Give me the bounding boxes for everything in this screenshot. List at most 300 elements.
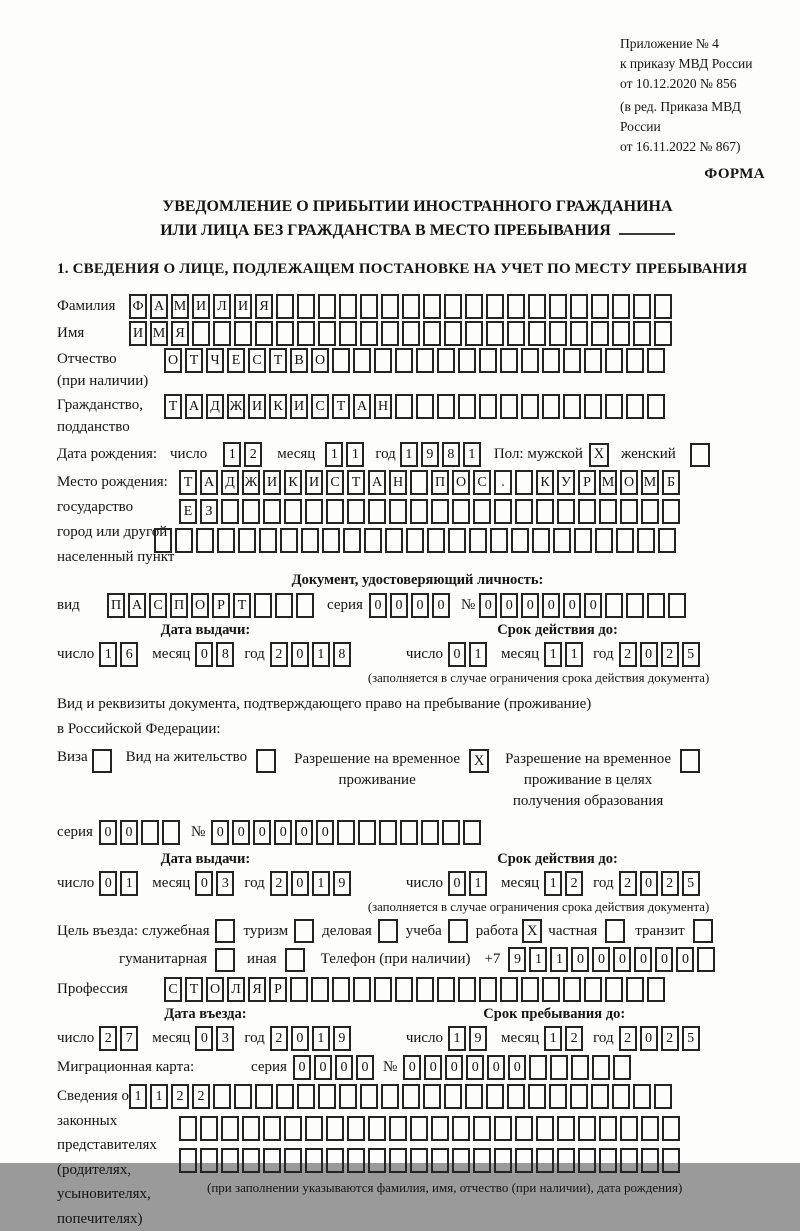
char-cell[interactable]: 0 [500,593,518,618]
char-cell[interactable] [275,593,293,618]
char-cell[interactable] [528,1084,546,1109]
char-cell[interactable] [179,1116,197,1141]
char-cell[interactable]: 3 [216,1026,234,1051]
char-cell[interactable] [326,1148,344,1173]
char-cell[interactable] [507,321,525,346]
char-cell[interactable] [427,528,445,553]
char-cell[interactable] [339,294,357,319]
char-cell[interactable] [437,394,455,419]
char-cell[interactable] [626,977,644,1002]
char-cell[interactable]: 1 [325,442,343,467]
char-cell[interactable]: 0 [295,820,313,845]
checkbox-female[interactable] [690,443,710,467]
char-cell[interactable]: Е [179,499,197,524]
char-cell[interactable] [536,499,554,524]
char-cell[interactable] [213,1084,231,1109]
char-cell[interactable] [234,321,252,346]
char-cell[interactable]: С [311,394,329,419]
char-cell[interactable]: 1 [529,947,547,972]
char-cell[interactable]: 2 [565,1026,583,1051]
char-cell[interactable]: 9 [421,442,439,467]
char-cell[interactable]: М [641,470,659,495]
char-cell[interactable] [389,499,407,524]
char-cell[interactable] [213,321,231,346]
char-cell[interactable] [515,470,533,495]
char-cell[interactable] [458,394,476,419]
char-cell[interactable] [515,499,533,524]
char-cell[interactable]: И [129,321,147,346]
char-cell[interactable] [437,977,455,1002]
char-cell[interactable] [263,1116,281,1141]
char-cell[interactable] [469,528,487,553]
char-cell[interactable] [353,348,371,373]
char-cell[interactable] [633,321,651,346]
char-cell[interactable]: 0 [411,593,429,618]
char-cell[interactable]: И [305,470,323,495]
char-cell[interactable]: 0 [634,947,652,972]
char-cell[interactable] [584,348,602,373]
char-cell[interactable]: П [170,593,188,618]
checkbox-temp-residence[interactable]: X [469,749,489,773]
checkbox-transit[interactable] [693,919,713,943]
char-cell[interactable] [486,1084,504,1109]
char-cell[interactable] [570,294,588,319]
char-cell[interactable] [458,977,476,1002]
char-cell[interactable] [276,294,294,319]
char-cell[interactable] [381,1084,399,1109]
char-cell[interactable]: А [185,394,203,419]
char-cell[interactable]: 9 [333,1026,351,1051]
char-cell[interactable]: 0 [613,947,631,972]
char-cell[interactable]: 0 [448,871,466,896]
char-cell[interactable] [528,294,546,319]
char-cell[interactable] [500,348,518,373]
char-cell[interactable]: 2 [565,871,583,896]
char-cell[interactable] [465,294,483,319]
char-cell[interactable]: 1 [223,442,241,467]
char-cell[interactable] [553,528,571,553]
char-cell[interactable]: С [473,470,491,495]
char-cell[interactable] [465,1084,483,1109]
char-cell[interactable] [515,1116,533,1141]
char-cell[interactable] [536,1148,554,1173]
char-cell[interactable] [200,1148,218,1173]
char-cell[interactable]: М [599,470,617,495]
char-cell[interactable]: Р [578,470,596,495]
char-cell[interactable] [529,1055,547,1080]
char-cell[interactable]: 2 [661,871,679,896]
char-cell[interactable]: 0 [356,1055,374,1080]
char-cell[interactable]: Ж [242,470,260,495]
char-cell[interactable]: 2 [192,1084,210,1109]
char-cell[interactable] [633,1084,651,1109]
char-cell[interactable]: 8 [216,642,234,667]
char-cell[interactable]: 1 [550,947,568,972]
char-cell[interactable]: М [150,321,168,346]
char-cell[interactable] [332,977,350,1002]
char-cell[interactable] [162,820,180,845]
char-cell[interactable] [332,348,350,373]
char-cell[interactable]: А [368,470,386,495]
char-cell[interactable] [641,1148,659,1173]
char-cell[interactable]: 0 [487,1055,505,1080]
char-cell[interactable]: И [263,470,281,495]
char-cell[interactable] [301,528,319,553]
char-cell[interactable] [532,528,550,553]
char-cell[interactable] [571,1055,589,1080]
char-cell[interactable]: 0 [253,820,271,845]
char-cell[interactable] [305,1148,323,1173]
char-cell[interactable]: Т [185,977,203,1002]
char-cell[interactable] [662,1116,680,1141]
char-cell[interactable]: К [284,470,302,495]
char-cell[interactable]: 0 [563,593,581,618]
char-cell[interactable] [633,294,651,319]
char-cell[interactable] [322,528,340,553]
char-cell[interactable]: 1 [448,1026,466,1051]
char-cell[interactable] [536,1116,554,1141]
checkbox-other[interactable] [285,948,305,972]
char-cell[interactable] [599,1116,617,1141]
char-cell[interactable] [473,1148,491,1173]
char-cell[interactable] [613,1055,631,1080]
char-cell[interactable]: О [311,348,329,373]
char-cell[interactable]: Т [347,470,365,495]
char-cell[interactable]: 2 [619,871,637,896]
char-cell[interactable] [395,977,413,1002]
char-cell[interactable]: Е [227,348,245,373]
char-cell[interactable] [549,1084,567,1109]
char-cell[interactable] [479,348,497,373]
char-cell[interactable] [221,1148,239,1173]
checkbox-residence-permit[interactable] [256,749,276,773]
char-cell[interactable] [368,499,386,524]
char-cell[interactable] [358,820,376,845]
char-cell[interactable]: 2 [661,642,679,667]
char-cell[interactable]: 0 [542,593,560,618]
char-cell[interactable] [374,348,392,373]
char-cell[interactable] [255,321,273,346]
char-cell[interactable]: 0 [335,1055,353,1080]
char-cell[interactable] [584,394,602,419]
char-cell[interactable] [500,394,518,419]
char-cell[interactable] [494,1116,512,1141]
char-cell[interactable] [368,1116,386,1141]
char-cell[interactable] [570,1084,588,1109]
char-cell[interactable] [410,470,428,495]
char-cell[interactable] [578,1148,596,1173]
char-cell[interactable] [276,1084,294,1109]
char-cell[interactable] [410,1148,428,1173]
char-cell[interactable] [521,394,539,419]
char-cell[interactable]: 1 [150,1084,168,1109]
char-cell[interactable] [486,321,504,346]
char-cell[interactable] [637,528,655,553]
char-cell[interactable] [507,294,525,319]
char-cell[interactable] [179,1148,197,1173]
char-cell[interactable]: 0 [291,1026,309,1051]
char-cell[interactable] [431,1148,449,1173]
char-cell[interactable]: 0 [521,593,539,618]
char-cell[interactable] [605,348,623,373]
char-cell[interactable] [305,499,323,524]
char-cell[interactable]: 2 [661,1026,679,1051]
checkbox-humanitarian[interactable] [215,948,235,972]
char-cell[interactable]: С [149,593,167,618]
char-cell[interactable] [647,977,665,1002]
char-cell[interactable] [400,820,418,845]
char-cell[interactable] [662,1148,680,1173]
char-cell[interactable] [620,1116,638,1141]
char-cell[interactable] [626,593,644,618]
char-cell[interactable] [641,1116,659,1141]
char-cell[interactable] [311,977,329,1002]
char-cell[interactable] [612,1084,630,1109]
char-cell[interactable] [318,321,336,346]
char-cell[interactable] [263,499,281,524]
char-cell[interactable]: 2 [99,1026,117,1051]
char-cell[interactable]: 0 [390,593,408,618]
char-cell[interactable]: Р [269,977,287,1002]
char-cell[interactable] [647,348,665,373]
char-cell[interactable]: Т [164,394,182,419]
char-cell[interactable] [458,348,476,373]
char-cell[interactable]: В [290,348,308,373]
char-cell[interactable]: С [326,470,344,495]
char-cell[interactable]: 0 [293,1055,311,1080]
char-cell[interactable] [284,1148,302,1173]
char-cell[interactable] [402,1084,420,1109]
char-cell[interactable]: 0 [314,1055,332,1080]
char-cell[interactable]: Я [255,294,273,319]
char-cell[interactable] [612,294,630,319]
char-cell[interactable]: Т [332,394,350,419]
char-cell[interactable] [507,1084,525,1109]
char-cell[interactable] [647,593,665,618]
char-cell[interactable]: 2 [619,1026,637,1051]
char-cell[interactable] [654,294,672,319]
char-cell[interactable] [221,499,239,524]
char-cell[interactable] [605,394,623,419]
char-cell[interactable]: 6 [120,642,138,667]
char-cell[interactable] [473,499,491,524]
char-cell[interactable]: Т [185,348,203,373]
char-cell[interactable] [442,820,460,845]
char-cell[interactable] [290,977,308,1002]
char-cell[interactable]: К [536,470,554,495]
char-cell[interactable] [242,1116,260,1141]
char-cell[interactable] [242,499,260,524]
char-cell[interactable]: 0 [445,1055,463,1080]
char-cell[interactable]: 9 [333,871,351,896]
char-cell[interactable]: Л [213,294,231,319]
char-cell[interactable] [234,1084,252,1109]
char-cell[interactable]: 2 [619,642,637,667]
char-cell[interactable] [402,321,420,346]
char-cell[interactable] [379,820,397,845]
char-cell[interactable] [521,348,539,373]
char-cell[interactable] [347,1116,365,1141]
char-cell[interactable]: М [171,294,189,319]
char-cell[interactable] [423,321,441,346]
char-cell[interactable] [557,499,575,524]
char-cell[interactable] [263,1148,281,1173]
char-cell[interactable] [658,528,676,553]
char-cell[interactable]: 2 [270,871,288,896]
char-cell[interactable] [599,1148,617,1173]
char-cell[interactable]: Б [662,470,680,495]
char-cell[interactable] [347,1148,365,1173]
char-cell[interactable] [515,1148,533,1173]
char-cell[interactable]: 0 [316,820,334,845]
char-cell[interactable] [360,1084,378,1109]
checkbox-tourism[interactable] [294,919,314,943]
char-cell[interactable] [318,294,336,319]
char-cell[interactable]: Я [248,977,266,1002]
char-cell[interactable] [591,294,609,319]
char-cell[interactable] [254,593,272,618]
char-cell[interactable] [297,294,315,319]
char-cell[interactable] [381,321,399,346]
char-cell[interactable]: 1 [312,1026,330,1051]
char-cell[interactable]: О [191,593,209,618]
char-cell[interactable] [154,528,172,553]
char-cell[interactable]: 0 [195,871,213,896]
char-cell[interactable]: А [200,470,218,495]
char-cell[interactable]: 0 [592,947,610,972]
char-cell[interactable]: 0 [640,1026,658,1051]
char-cell[interactable]: П [431,470,449,495]
char-cell[interactable]: 1 [565,642,583,667]
char-cell[interactable] [591,321,609,346]
char-cell[interactable]: 1 [312,871,330,896]
char-cell[interactable]: 1 [99,642,117,667]
char-cell[interactable] [141,820,159,845]
char-cell[interactable] [494,499,512,524]
char-cell[interactable] [557,1116,575,1141]
char-cell[interactable] [620,499,638,524]
char-cell[interactable] [595,528,613,553]
char-cell[interactable]: 0 [232,820,250,845]
char-cell[interactable]: 0 [432,593,450,618]
char-cell[interactable]: О [620,470,638,495]
char-cell[interactable]: 2 [270,642,288,667]
char-cell[interactable] [479,977,497,1002]
char-cell[interactable]: 1 [544,642,562,667]
char-cell[interactable] [343,528,361,553]
char-cell[interactable] [563,348,581,373]
char-cell[interactable] [389,1116,407,1141]
char-cell[interactable] [410,1116,428,1141]
char-cell[interactable] [337,820,355,845]
char-cell[interactable] [563,394,581,419]
char-cell[interactable] [360,294,378,319]
char-cell[interactable] [431,499,449,524]
char-cell[interactable]: О [452,470,470,495]
char-cell[interactable] [578,1116,596,1141]
char-cell[interactable] [423,294,441,319]
char-cell[interactable]: Ч [206,348,224,373]
char-cell[interactable] [647,394,665,419]
char-cell[interactable]: 0 [211,820,229,845]
char-cell[interactable]: 3 [216,871,234,896]
char-cell[interactable] [626,394,644,419]
char-cell[interactable] [452,499,470,524]
char-cell[interactable] [697,947,715,972]
char-cell[interactable]: С [248,348,266,373]
char-cell[interactable]: 9 [469,1026,487,1051]
char-cell[interactable] [406,528,424,553]
char-cell[interactable] [238,528,256,553]
char-cell[interactable] [395,394,413,419]
char-cell[interactable] [360,321,378,346]
char-cell[interactable] [599,499,617,524]
char-cell[interactable]: 0 [274,820,292,845]
char-cell[interactable] [486,294,504,319]
char-cell[interactable] [605,593,623,618]
char-cell[interactable] [668,593,686,618]
char-cell[interactable] [385,528,403,553]
char-cell[interactable]: Ж [227,394,245,419]
char-cell[interactable] [276,321,294,346]
char-cell[interactable]: 1 [544,871,562,896]
char-cell[interactable]: 1 [400,442,418,467]
char-cell[interactable] [196,528,214,553]
char-cell[interactable]: Т [269,348,287,373]
char-cell[interactable]: 2 [171,1084,189,1109]
char-cell[interactable]: Ф [129,294,147,319]
char-cell[interactable]: Н [389,470,407,495]
char-cell[interactable]: И [290,394,308,419]
char-cell[interactable]: 1 [312,642,330,667]
char-cell[interactable]: Д [206,394,224,419]
char-cell[interactable]: 0 [195,1026,213,1051]
char-cell[interactable]: Т [233,593,251,618]
char-cell[interactable]: 9 [508,947,526,972]
char-cell[interactable] [416,394,434,419]
char-cell[interactable]: 1 [469,642,487,667]
char-cell[interactable]: 1 [463,442,481,467]
char-cell[interactable] [353,977,371,1002]
char-cell[interactable]: 7 [120,1026,138,1051]
char-cell[interactable]: 1 [129,1084,147,1109]
char-cell[interactable] [255,1084,273,1109]
char-cell[interactable] [605,977,623,1002]
char-cell[interactable] [521,977,539,1002]
checkbox-male[interactable]: X [589,443,609,467]
char-cell[interactable] [318,1084,336,1109]
char-cell[interactable] [549,294,567,319]
char-cell[interactable] [584,977,602,1002]
char-cell[interactable] [368,1148,386,1173]
char-cell[interactable]: 0 [640,871,658,896]
char-cell[interactable] [296,593,314,618]
char-cell[interactable] [242,1148,260,1173]
char-cell[interactable] [431,1116,449,1141]
char-cell[interactable] [416,348,434,373]
char-cell[interactable]: 8 [333,642,351,667]
checkbox-private[interactable] [605,919,625,943]
char-cell[interactable] [395,348,413,373]
char-cell[interactable] [444,1084,462,1109]
char-cell[interactable]: 2 [270,1026,288,1051]
char-cell[interactable] [592,1055,610,1080]
char-cell[interactable]: 0 [403,1055,421,1080]
char-cell[interactable]: З [200,499,218,524]
char-cell[interactable] [542,394,560,419]
char-cell[interactable] [389,1148,407,1173]
char-cell[interactable] [563,977,581,1002]
